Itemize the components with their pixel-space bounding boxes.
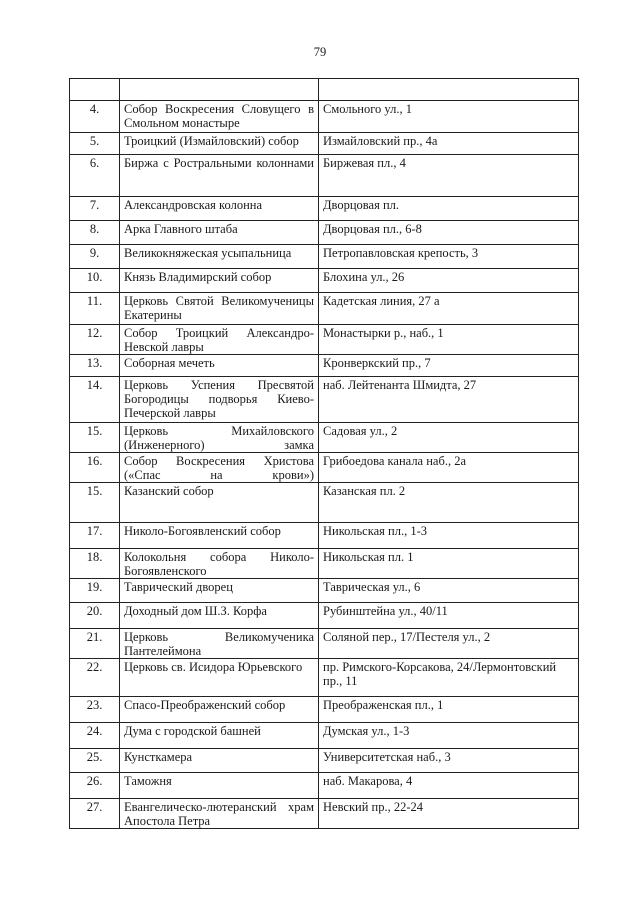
row-number: 25. [70,749,120,773]
object-name: Собор Воскресения Словущего в Смольном монастыре [120,101,319,133]
table-row [70,293,579,325]
object-address: Университетская наб., 3 [319,749,579,773]
object-address: Таврическая ул., 6 [319,579,579,603]
table-row [70,155,579,197]
table-row [70,603,579,629]
object-name: Великокняжеская усыпальница [120,245,319,269]
table-row [70,245,579,269]
row-number: 16. [70,453,120,483]
row-number: 6. [70,155,120,197]
object-address: Невский пр., 22-24 [319,799,579,829]
row-number: 24. [70,723,120,749]
object-name: Троицкий (Измайловский) собор [120,133,319,155]
row-number: 15. [70,483,120,523]
object-name: Кунсткамера [120,749,319,773]
object-name: Николо-Богоявленский собор [120,523,319,549]
table-row [70,697,579,723]
object-name: Церковь Михайловского (Инженерного) замка [120,423,319,453]
object-name: Спасо-Преображенский собор [120,697,319,723]
row-number: 27. [70,799,120,829]
object-name: Таможня [120,773,319,799]
object-address [319,79,579,101]
object-address: Никольская пл. 1 [319,549,579,579]
table-row [70,453,579,483]
object-address: пр. Римского-Корсакова, 24/Лермонтовский пр., 11 [319,659,579,697]
object-address: Монастырки р., наб., 1 [319,325,579,355]
object-name: Александровская колонна [120,197,319,221]
page-number: 79 [313,45,327,59]
row-number: 21. [70,629,120,659]
object-address: Казанская пл. 2 [319,483,579,523]
table-row [70,523,579,549]
row-number: 13. [70,355,120,377]
table-row [70,629,579,659]
object-name: Колокольня собора Николо-Богоявленского [120,549,319,579]
object-address: Смольного ул., 1 [319,101,579,133]
row-number: 5. [70,133,120,155]
table-body [70,79,579,829]
object-address: Садовая ул., 2 [319,423,579,453]
row-number: 11. [70,293,120,325]
table-row [70,723,579,749]
table-row [70,579,579,603]
object-name: Собор Троицкий Александро-Невской лавры [120,325,319,355]
object-name: Биржа с Ростральными колоннами [120,155,319,197]
row-number: 12. [70,325,120,355]
object-name: Евангелическо-лютеранский храм Апостола Петра [120,799,319,829]
object-address: Биржевая пл., 4 [319,155,579,197]
row-number: 26. [70,773,120,799]
table-row [70,483,579,523]
object-address: Петропавловская крепость, 3 [319,245,579,269]
object-address: Дворцовая пл., 6-8 [319,221,579,245]
table-row [70,101,579,133]
table-row [70,197,579,221]
row-number: 22. [70,659,120,697]
object-name: Арка Главного штаба [120,221,319,245]
row-number: 19. [70,579,120,603]
object-address: Преображенская пл., 1 [319,697,579,723]
table-row [70,549,579,579]
object-name: Церковь Великомученика Пантелеймона [120,629,319,659]
object-name: Князь Владимирский собор [120,269,319,293]
row-number: 23. [70,697,120,723]
object-address: Кронверкский пр., 7 [319,355,579,377]
object-name: Доходный дом Ш.З. Корфа [120,603,319,629]
table-row [70,133,579,155]
row-number: 15. [70,423,120,453]
row-number: 18. [70,549,120,579]
table-row [70,325,579,355]
object-name: Соборная мечеть [120,355,319,377]
object-name [120,79,319,101]
object-name: Казанский собор [120,483,319,523]
table-row [70,355,579,377]
object-address: Думская ул., 1-3 [319,723,579,749]
object-address: Блохина ул., 26 [319,269,579,293]
object-name: Дума с городской башней [120,723,319,749]
object-address: Измайловский пр., 4а [319,133,579,155]
row-number: 7. [70,197,120,221]
table-row [70,423,579,453]
object-name: Церковь св. Исидора Юрьевского [120,659,319,697]
monuments-table [69,78,579,829]
row-number: 9. [70,245,120,269]
table-row [70,749,579,773]
row-number: 20. [70,603,120,629]
table-row [70,659,579,697]
row-number [70,79,120,101]
row-number: 17. [70,523,120,549]
table-row [70,799,579,829]
object-address: Кадетская линия, 27 а [319,293,579,325]
table-row [70,221,579,245]
object-address: Грибоедова канала наб., 2а [319,453,579,483]
object-name: Собор Воскресения Христова («Спас на крови») [120,453,319,483]
object-name: Церковь Святой Великомученицы Екатерины [120,293,319,325]
object-address: Соляной пер., 17/Пестеля ул., 2 [319,629,579,659]
object-name: Церковь Успения Пресвятой Богородицы подворья Киево-Печерской лавры [120,377,319,423]
row-number: 10. [70,269,120,293]
row-number: 4. [70,101,120,133]
object-address: Рубинштейна ул., 40/11 [319,603,579,629]
table-row [70,79,579,101]
row-number: 8. [70,221,120,245]
object-address: наб. Макарова, 4 [319,773,579,799]
object-address: наб. Лейтенанта Шмидта, 27 [319,377,579,423]
table-row [70,269,579,293]
row-number: 14. [70,377,120,423]
object-address: Никольская пл., 1-3 [319,523,579,549]
table-row [70,377,579,423]
object-address: Дворцовая пл. [319,197,579,221]
object-name: Таврический дворец [120,579,319,603]
table-row [70,773,579,799]
